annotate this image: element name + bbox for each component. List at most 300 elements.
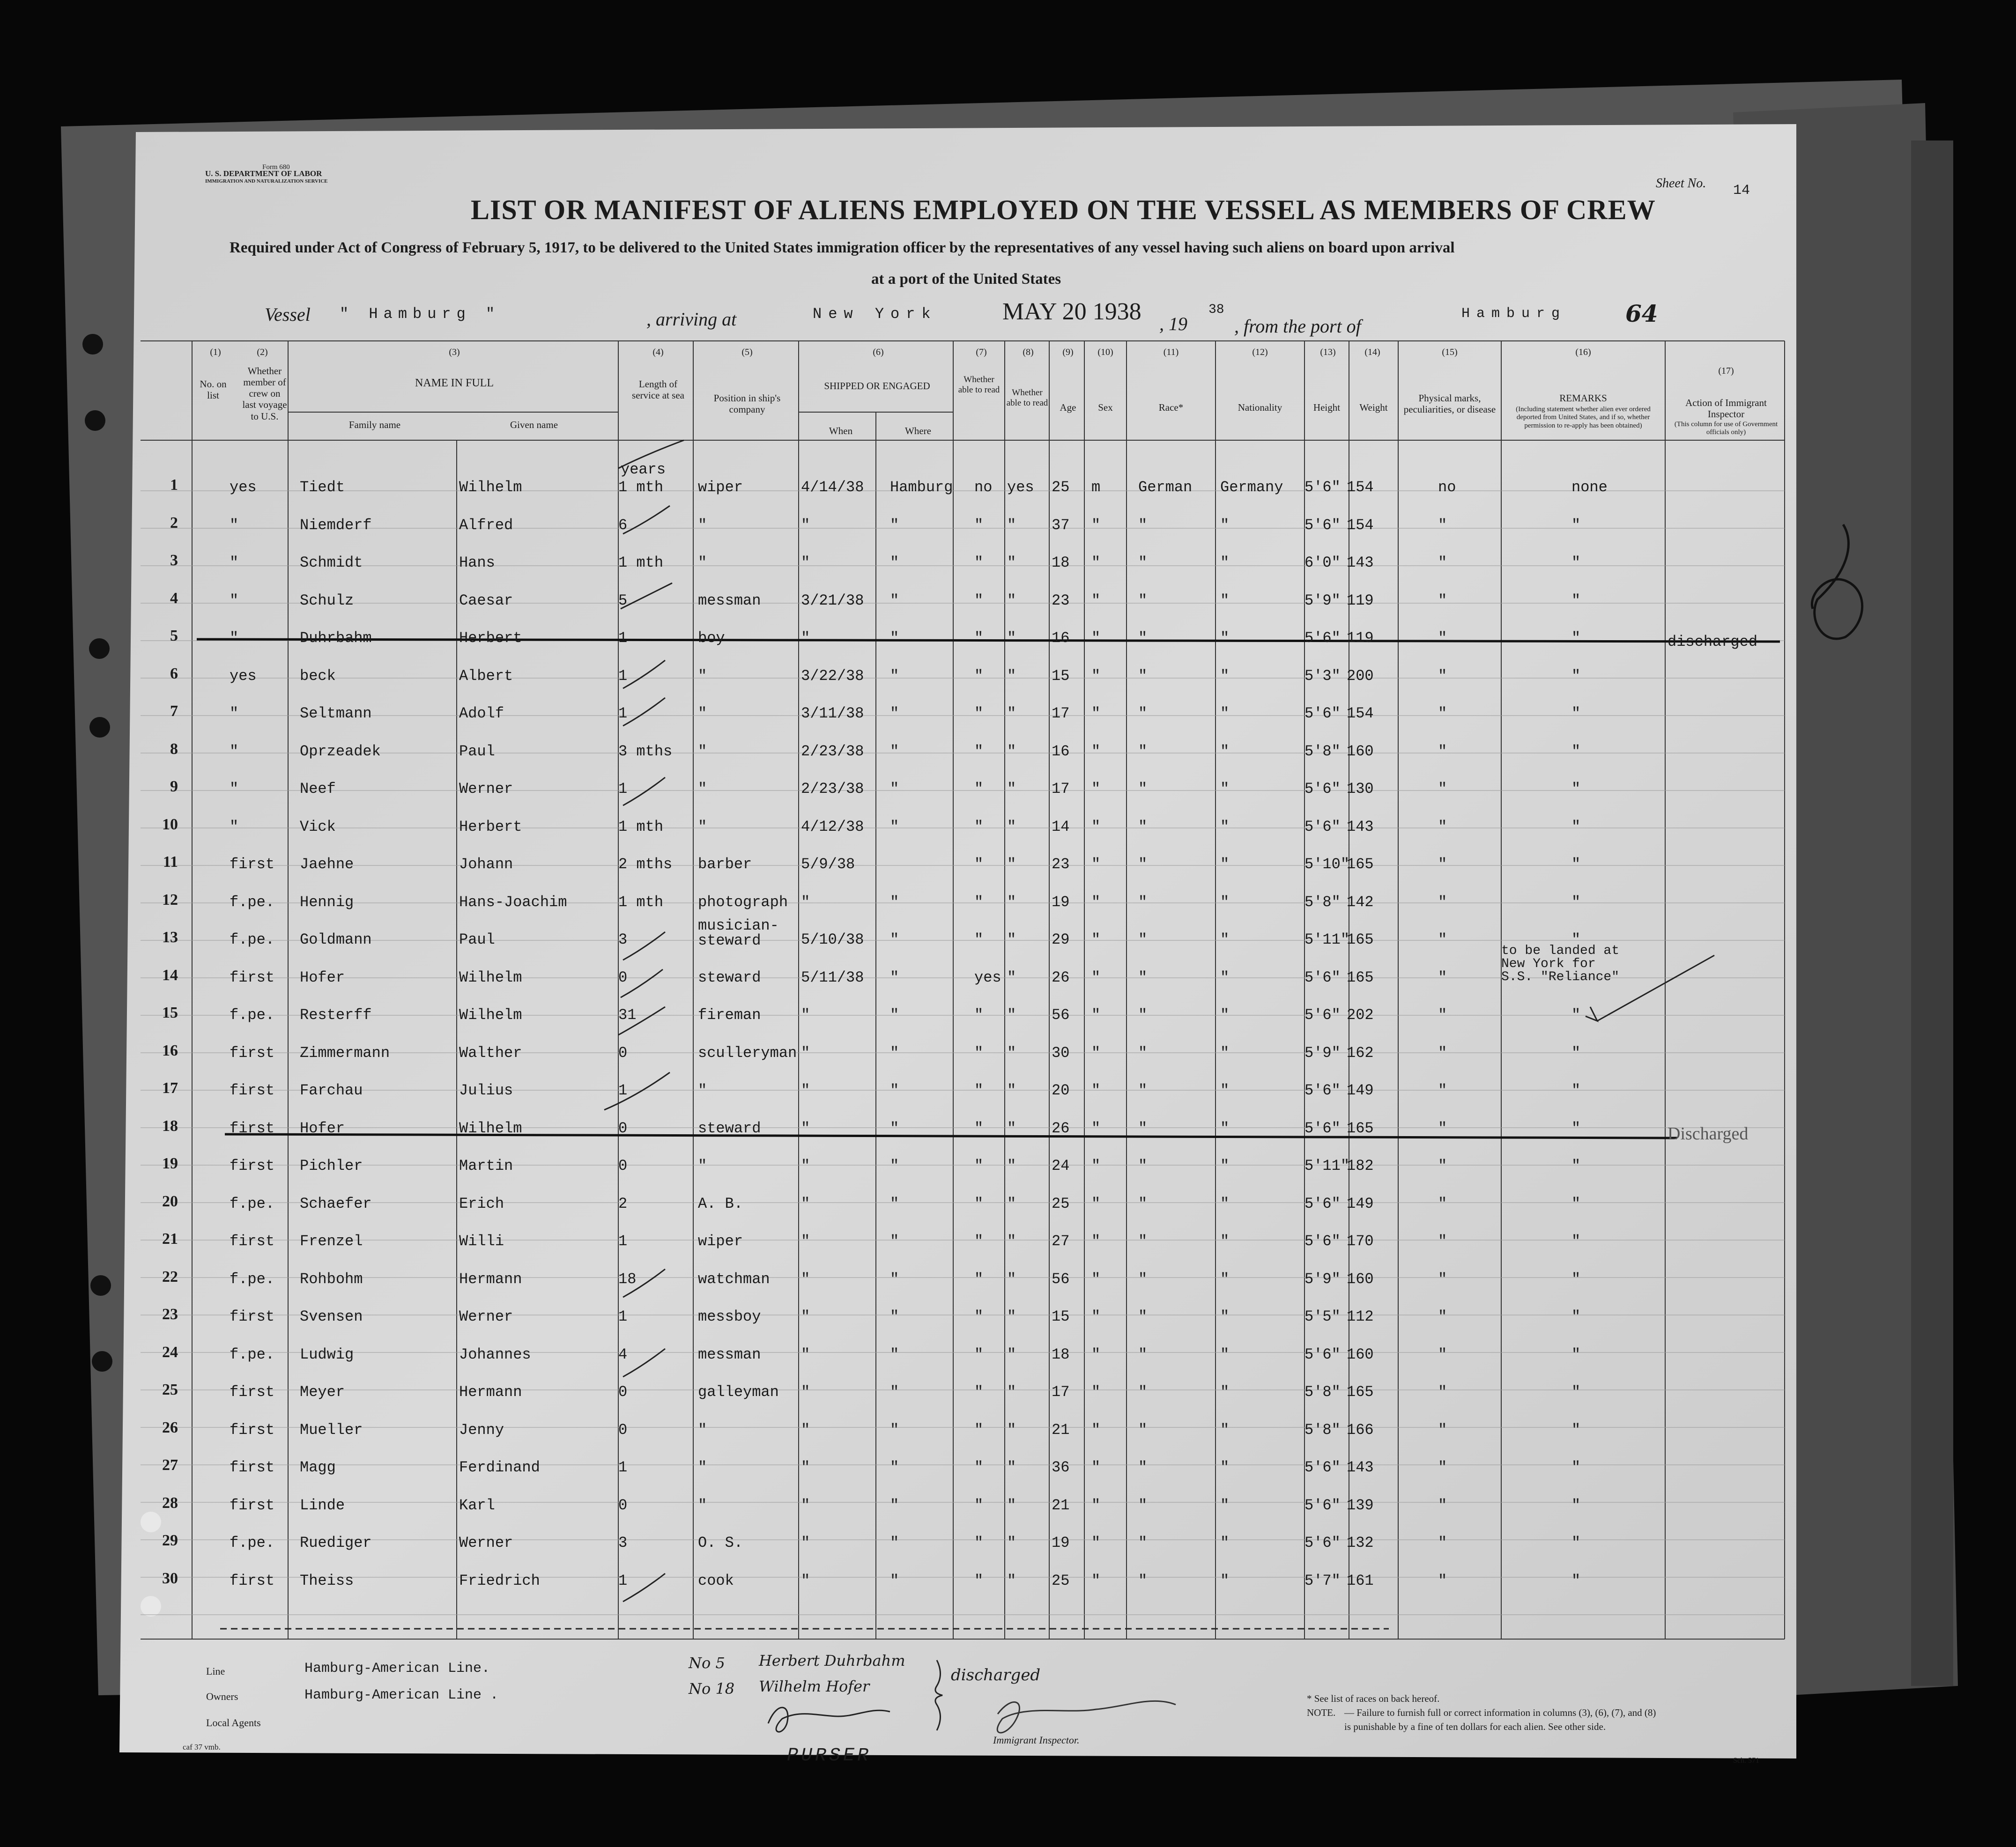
col-where: " [890,1119,899,1137]
col-where: " [890,1308,899,1325]
col-race: " [1138,1383,1148,1401]
col-nationality: " [1220,856,1230,873]
col-remarks: " [1571,554,1581,571]
col-sex: " [1091,554,1101,571]
col-remarks-line2: New York for [1501,956,1596,971]
col-family-name: Seltmann [300,705,372,722]
row-number: 4 [170,589,178,607]
col-remarks: " [1571,1233,1581,1250]
col-read: " [1007,1195,1016,1212]
col-given-name: Martin [459,1157,513,1175]
col-service: 1 [618,1308,628,1325]
col-remarks: " [1571,1082,1581,1099]
vessel-label: Vessel [265,304,311,325]
col-position: " [698,1459,707,1476]
col-age: 19 [1052,893,1070,911]
col-remarks: " [1571,818,1581,835]
col-height: 5'8" [1304,893,1341,911]
col-when: 5/11/38 [801,968,864,986]
row-number: 3 [170,552,178,569]
col-prev-voyage: first [230,1308,275,1325]
col-when: " [801,1572,810,1589]
col-height: 5'8" [1304,742,1341,760]
col-service-unit: years [621,461,666,478]
col-remarks: " [1571,1459,1581,1476]
col-service: 1 [618,705,628,722]
col-race: " [1138,856,1148,873]
col-sex: " [1091,705,1101,722]
row-number: 24 [162,1343,178,1361]
col-read: " [1007,818,1016,835]
col-weight: 170 [1347,1233,1374,1250]
col-weight: 165 [1347,1383,1374,1401]
col-sex: " [1091,1308,1101,1325]
col-read: " [1007,1006,1016,1024]
col-where: " [890,1270,899,1288]
col-height: 5'6" [1304,1496,1341,1514]
col-remarks: " [1571,1270,1581,1288]
col-service: 1 [618,629,628,647]
col-where: " [890,516,899,534]
col-2-num: (2) [257,347,268,357]
col-sex: " [1091,893,1101,911]
col-age: 17 [1052,780,1070,798]
col-marks: " [1438,893,1447,911]
col-weight: 162 [1347,1044,1374,1062]
col-race: " [1138,1082,1148,1099]
owners-value: Hamburg-American Line . [304,1687,499,1703]
line-label: Line [206,1665,225,1677]
col-height: 5'6" [1304,1082,1341,1099]
col-nationality: " [1220,705,1230,722]
row-number: 9 [170,778,178,795]
col-13-num: (13) [1320,347,1336,357]
col-nationality: " [1220,1195,1230,1212]
col-height: 5'6" [1304,1195,1341,1212]
col-read: " [1007,1534,1016,1551]
col-read: " [1007,629,1016,647]
col-age: 24 [1052,1157,1070,1175]
col-given-name: Albert [459,667,513,685]
sheet-number: 14 [1733,183,1750,199]
col-nationality: " [1220,1157,1230,1175]
row-number: 11 [163,853,178,871]
col-remarks: " [1571,1195,1581,1212]
col-nationality: " [1220,780,1230,798]
col-where: " [890,780,899,798]
col-prev-voyage: " [230,780,239,798]
col-weight: 132 [1347,1534,1374,1551]
col-prev-voyage: " [230,629,239,647]
col-where: " [890,893,899,911]
col-remarks: " [1571,742,1581,760]
col-prev-voyage: f.pe. [230,1270,275,1288]
col-prev-voyage: first [230,1044,275,1062]
row-number: 15 [162,1004,178,1021]
col-nationality: " [1220,931,1230,948]
col-prev-voyage: f.pe. [230,1006,275,1024]
col-read: " [1007,1459,1016,1476]
col-nationality: " [1220,1233,1230,1250]
col-marks: " [1438,1496,1447,1514]
col-height: 5'6" [1304,1119,1341,1137]
col-position: fireman [698,1006,761,1024]
col-marks: " [1438,1233,1447,1250]
col-where: " [890,931,899,948]
arriving-label: , arriving at [646,309,737,330]
vessel-name: " Hamburg " [340,305,501,323]
col-position: " [698,1157,707,1175]
col-read: " [1007,1270,1016,1288]
col-height: 5'9" [1304,1270,1341,1288]
col-race: " [1138,1421,1148,1439]
col-discharged: " [974,742,984,760]
col-where: " [890,742,899,760]
col-given-name: Herbert [459,818,522,835]
col-position: " [698,1082,707,1099]
col-family-name: Meyer [300,1383,345,1401]
year-suffix: 38 [1208,303,1224,317]
col-when: 2/23/38 [801,742,864,760]
col-where: " [890,629,899,647]
col-weight: 160 [1347,1345,1374,1363]
col-marks: " [1438,1270,1447,1288]
col-1-header: No. on list [200,378,227,401]
col-race: " [1138,1006,1148,1024]
col-when: 2/23/38 [801,780,864,798]
col-when: " [801,1421,810,1439]
col-position: galleyman [698,1383,779,1401]
col-weight: 160 [1347,1270,1374,1288]
note-2-number: No 18 [689,1680,735,1698]
col-height: 5'10" [1304,856,1350,873]
row-number: 2 [170,514,178,532]
col-age: 37 [1052,516,1070,534]
col-5-num: (5) [741,347,753,357]
col-age: 23 [1052,856,1070,873]
col-discharged: " [974,705,984,722]
col-weight-header: Weight [1359,402,1388,413]
col-age: 30 [1052,1044,1070,1062]
col-marks: " [1438,818,1447,835]
col-marks: " [1438,1459,1447,1476]
col-6-header: SHIPPED OR ENGAGED [824,380,930,392]
col-discharged: " [974,1044,984,1062]
col-age: 56 [1052,1006,1070,1024]
col-given-name: Friedrich [459,1572,540,1589]
col-prev-voyage: first [230,856,275,873]
col-given-name: Werner [459,780,513,798]
col-remarks: " [1571,667,1581,685]
col-prev-voyage: " [230,705,239,722]
col-prev-voyage: first [230,1119,275,1137]
col-position: " [698,742,707,760]
col-when: " [801,1459,810,1476]
col-sex: " [1091,742,1101,760]
col-race: " [1138,1119,1148,1137]
col-height: 5'8" [1304,1383,1341,1401]
col-position: " [698,667,707,685]
col-sex: " [1091,1006,1101,1024]
col-when: " [801,516,810,534]
col-marks: " [1438,1534,1447,1551]
col-read: " [1007,554,1016,571]
col-inspector-action: discharged [1668,633,1758,650]
col-sex: " [1091,667,1101,685]
row-number: 28 [162,1494,178,1512]
col-position: " [698,1496,707,1514]
col-weight: 143 [1347,1459,1374,1476]
col-sex: " [1091,780,1101,798]
col-sex: " [1091,591,1101,609]
col-sex: " [1091,968,1101,986]
col-prev-voyage: " [230,818,239,835]
col-position: O. S. [698,1534,743,1551]
col-position-line2: steward [698,932,761,949]
col-family-name: Jaehne [300,856,354,873]
col-position: " [698,516,707,534]
arrival-date-stamp: MAY 20 1938 [1002,298,1141,325]
col-sex: m [1091,479,1101,496]
row-number: 5 [170,627,178,644]
col-where: " [890,1006,899,1024]
col-weight: 161 [1347,1572,1374,1589]
col-sex: " [1091,1119,1101,1137]
col-where: " [890,705,899,722]
col-given-name: Karl [459,1496,495,1514]
col-sex: " [1091,818,1101,835]
col-when: " [801,893,810,911]
col-discharged: " [974,1006,984,1024]
col-prev-voyage: " [230,554,239,571]
col-6-num: (6) [873,347,884,357]
col-height: 5'11" [1304,931,1350,948]
col-read: " [1007,1572,1016,1589]
col-position: wiper [698,1233,743,1250]
col-sex: " [1091,1195,1101,1212]
col-nationality: " [1220,742,1230,760]
row-number: 21 [162,1230,178,1248]
col-marks: " [1438,1572,1447,1589]
col-family-name: Niemderf [300,516,372,534]
col-when: 5/9/38 [801,856,855,873]
col-family-name: Ruediger [300,1534,372,1551]
note-discharged: discharged [951,1666,1041,1684]
col-family-name: Schmidt [300,554,363,571]
col-service: 3 [618,1534,628,1551]
col-height: 5'6" [1304,1459,1341,1476]
strike-row-5 [197,639,1780,642]
col-prev-voyage: first [230,1233,275,1250]
row-number: 20 [162,1192,178,1210]
col-age: 18 [1052,1345,1070,1363]
col-given-header: Given name [510,419,558,430]
col-family-name: Svensen [300,1308,363,1325]
col-race: " [1138,591,1148,609]
col-weight: 130 [1347,780,1374,798]
col-given-name: Erich [459,1195,504,1212]
row-number: 26 [162,1418,178,1436]
col-when: " [801,1383,810,1401]
col-age: 15 [1052,667,1070,685]
row-number: 6 [170,665,178,682]
col-position: boy [698,629,725,647]
col-family-name: Magg [300,1459,336,1476]
col-sex: " [1091,1534,1101,1551]
col-height: 5'6" [1304,968,1341,986]
col-family-name: Linde [300,1496,345,1514]
col-race: " [1138,1270,1148,1288]
col-height: 5'6" [1304,1233,1341,1250]
col-nationality: " [1220,1308,1230,1325]
row-number: 17 [162,1079,178,1097]
year-prefix: , 19 [1159,313,1187,334]
col-weight: 182 [1347,1157,1374,1175]
col-marks: no [1438,479,1456,496]
col-read: " [1007,1421,1016,1439]
col-where: " [890,1421,899,1439]
col-nationality: " [1220,818,1230,835]
col-race: " [1138,667,1148,685]
col-discharged: " [974,1195,984,1212]
col-race: " [1138,1459,1148,1476]
col-discharged: " [974,931,984,948]
col-15-num: (15) [1442,347,1458,357]
owners-label: Owners [206,1691,238,1702]
note-2-name: Wilhelm Hofer [759,1677,870,1695]
col-service: 0 [618,1496,628,1514]
col-race: " [1138,1044,1148,1062]
col-given-name: Alfred [459,516,513,534]
col-prev-voyage: f.pe. [230,1195,275,1212]
col-given-name: Wilhelm [459,1006,522,1024]
col-when: 4/12/38 [801,818,864,835]
col-marks: " [1438,1308,1447,1325]
col-service: 0 [618,1044,628,1062]
col-discharged: " [974,1119,984,1137]
col-position: messman [698,1345,761,1363]
row-number: 22 [162,1268,178,1286]
manifest-title: LIST OR MANIFEST OF ALIENS EMPLOYED ON THE VESSEL AS MEMBERS OF CREW [471,194,1656,225]
col-remarks: " [1571,1006,1581,1024]
col-sex: " [1091,1496,1101,1514]
col-where: " [890,1233,899,1250]
col-given-name: Ferdinand [459,1459,540,1476]
col-read: " [1007,1082,1016,1099]
col-remarks: " [1571,1421,1581,1439]
col-discharged: " [974,1572,984,1589]
col-family-name: Pichler [300,1157,363,1175]
col-given-name: Johannes [459,1345,531,1363]
service-label: IMMIGRATION AND NATURALIZATION SERVICE [205,178,328,184]
col-race: " [1138,742,1148,760]
col-nationality: " [1220,667,1230,685]
row-number: 25 [162,1381,178,1398]
col-weight: 112 [1347,1308,1374,1325]
col-discharged: " [974,818,984,835]
col-7-num: (7) [976,347,987,357]
col-age: 20 [1052,1082,1070,1099]
col-read: " [1007,1157,1016,1175]
note-text-2: is punishable by a fine of ten dollars for each alien. See other side. [1344,1721,1606,1732]
col-race: " [1138,1572,1148,1589]
col-sex: " [1091,1421,1101,1439]
col-weight: 119 [1347,591,1374,609]
col-read: yes [1007,479,1034,496]
col-when: " [801,554,810,571]
col-when: " [801,1345,810,1363]
col-service: 0 [618,1157,628,1175]
col-discharged: " [974,554,984,571]
col-family-name: beck [300,667,336,685]
col-read: " [1007,856,1016,873]
col-remarks-line3: S.S. "Reliance" [1501,969,1620,984]
col-age: 23 [1052,591,1070,609]
col-sex: " [1091,1157,1101,1175]
from-port: Hamburg [1461,306,1567,322]
col-sex: " [1091,1572,1101,1589]
col-nationality: " [1220,629,1230,647]
col-weight: 154 [1347,705,1374,722]
col-17-header: Action of Immigrant Inspector [1685,397,1767,420]
col-family-name: Goldmann [300,931,372,948]
col-service: 2 [618,1195,628,1212]
col-discharged: " [974,1082,984,1099]
remarks-arrow [1586,955,1714,1021]
purser-stamp: PURSER [787,1745,872,1766]
col-weight: 139 [1347,1496,1374,1514]
col-where-header: Where [905,425,931,436]
col-marks: " [1438,931,1447,948]
col-height: 5'6" [1304,629,1341,647]
col-marks: " [1438,516,1447,534]
col-service: 1 mth [618,818,664,835]
col-age: 21 [1052,1421,1070,1439]
col-where: " [890,1195,899,1212]
col-weight: 149 [1347,1195,1374,1212]
row-number: 16 [162,1042,178,1059]
col-marks: " [1438,554,1447,571]
col-nationality: " [1220,516,1230,534]
col-marks: " [1438,1345,1447,1363]
schedule-number: Sch. 571 [1733,1757,1759,1765]
col-nationality: " [1220,968,1230,986]
col-height: 5'6" [1304,1345,1341,1363]
col-service: 1 [618,1082,628,1099]
col-height-header: Height [1313,402,1341,413]
col-read: " [1007,1308,1016,1325]
col-family-name: Rohbohm [300,1270,363,1288]
col-given-name: Walther [459,1044,522,1062]
col-service: 1 [618,667,628,685]
col-sex: " [1091,1345,1101,1363]
col-remarks: " [1571,893,1581,911]
col-height: 5'7" [1304,1572,1341,1589]
col-when: " [801,1157,810,1175]
col-read: " [1007,591,1016,609]
col-remarks: " [1571,1383,1581,1401]
col-remarks: " [1571,1157,1581,1175]
col-weight: 165 [1347,1119,1374,1137]
col-family-header: Family name [348,419,401,430]
manifest-subtitle-1: Required under Act of Congress of February 5, 1917, to be delivered to the United States immigration officer by the representatives of any vessel having such aliens on board upon arrival [230,239,1455,256]
col-race: " [1138,1195,1148,1212]
note-1-number: No 5 [689,1654,725,1672]
col-given-name: Hans-Joachim [459,893,567,911]
col-discharged: " [974,629,984,647]
col-8-num: (8) [1023,347,1034,357]
col-age: 27 [1052,1233,1070,1250]
